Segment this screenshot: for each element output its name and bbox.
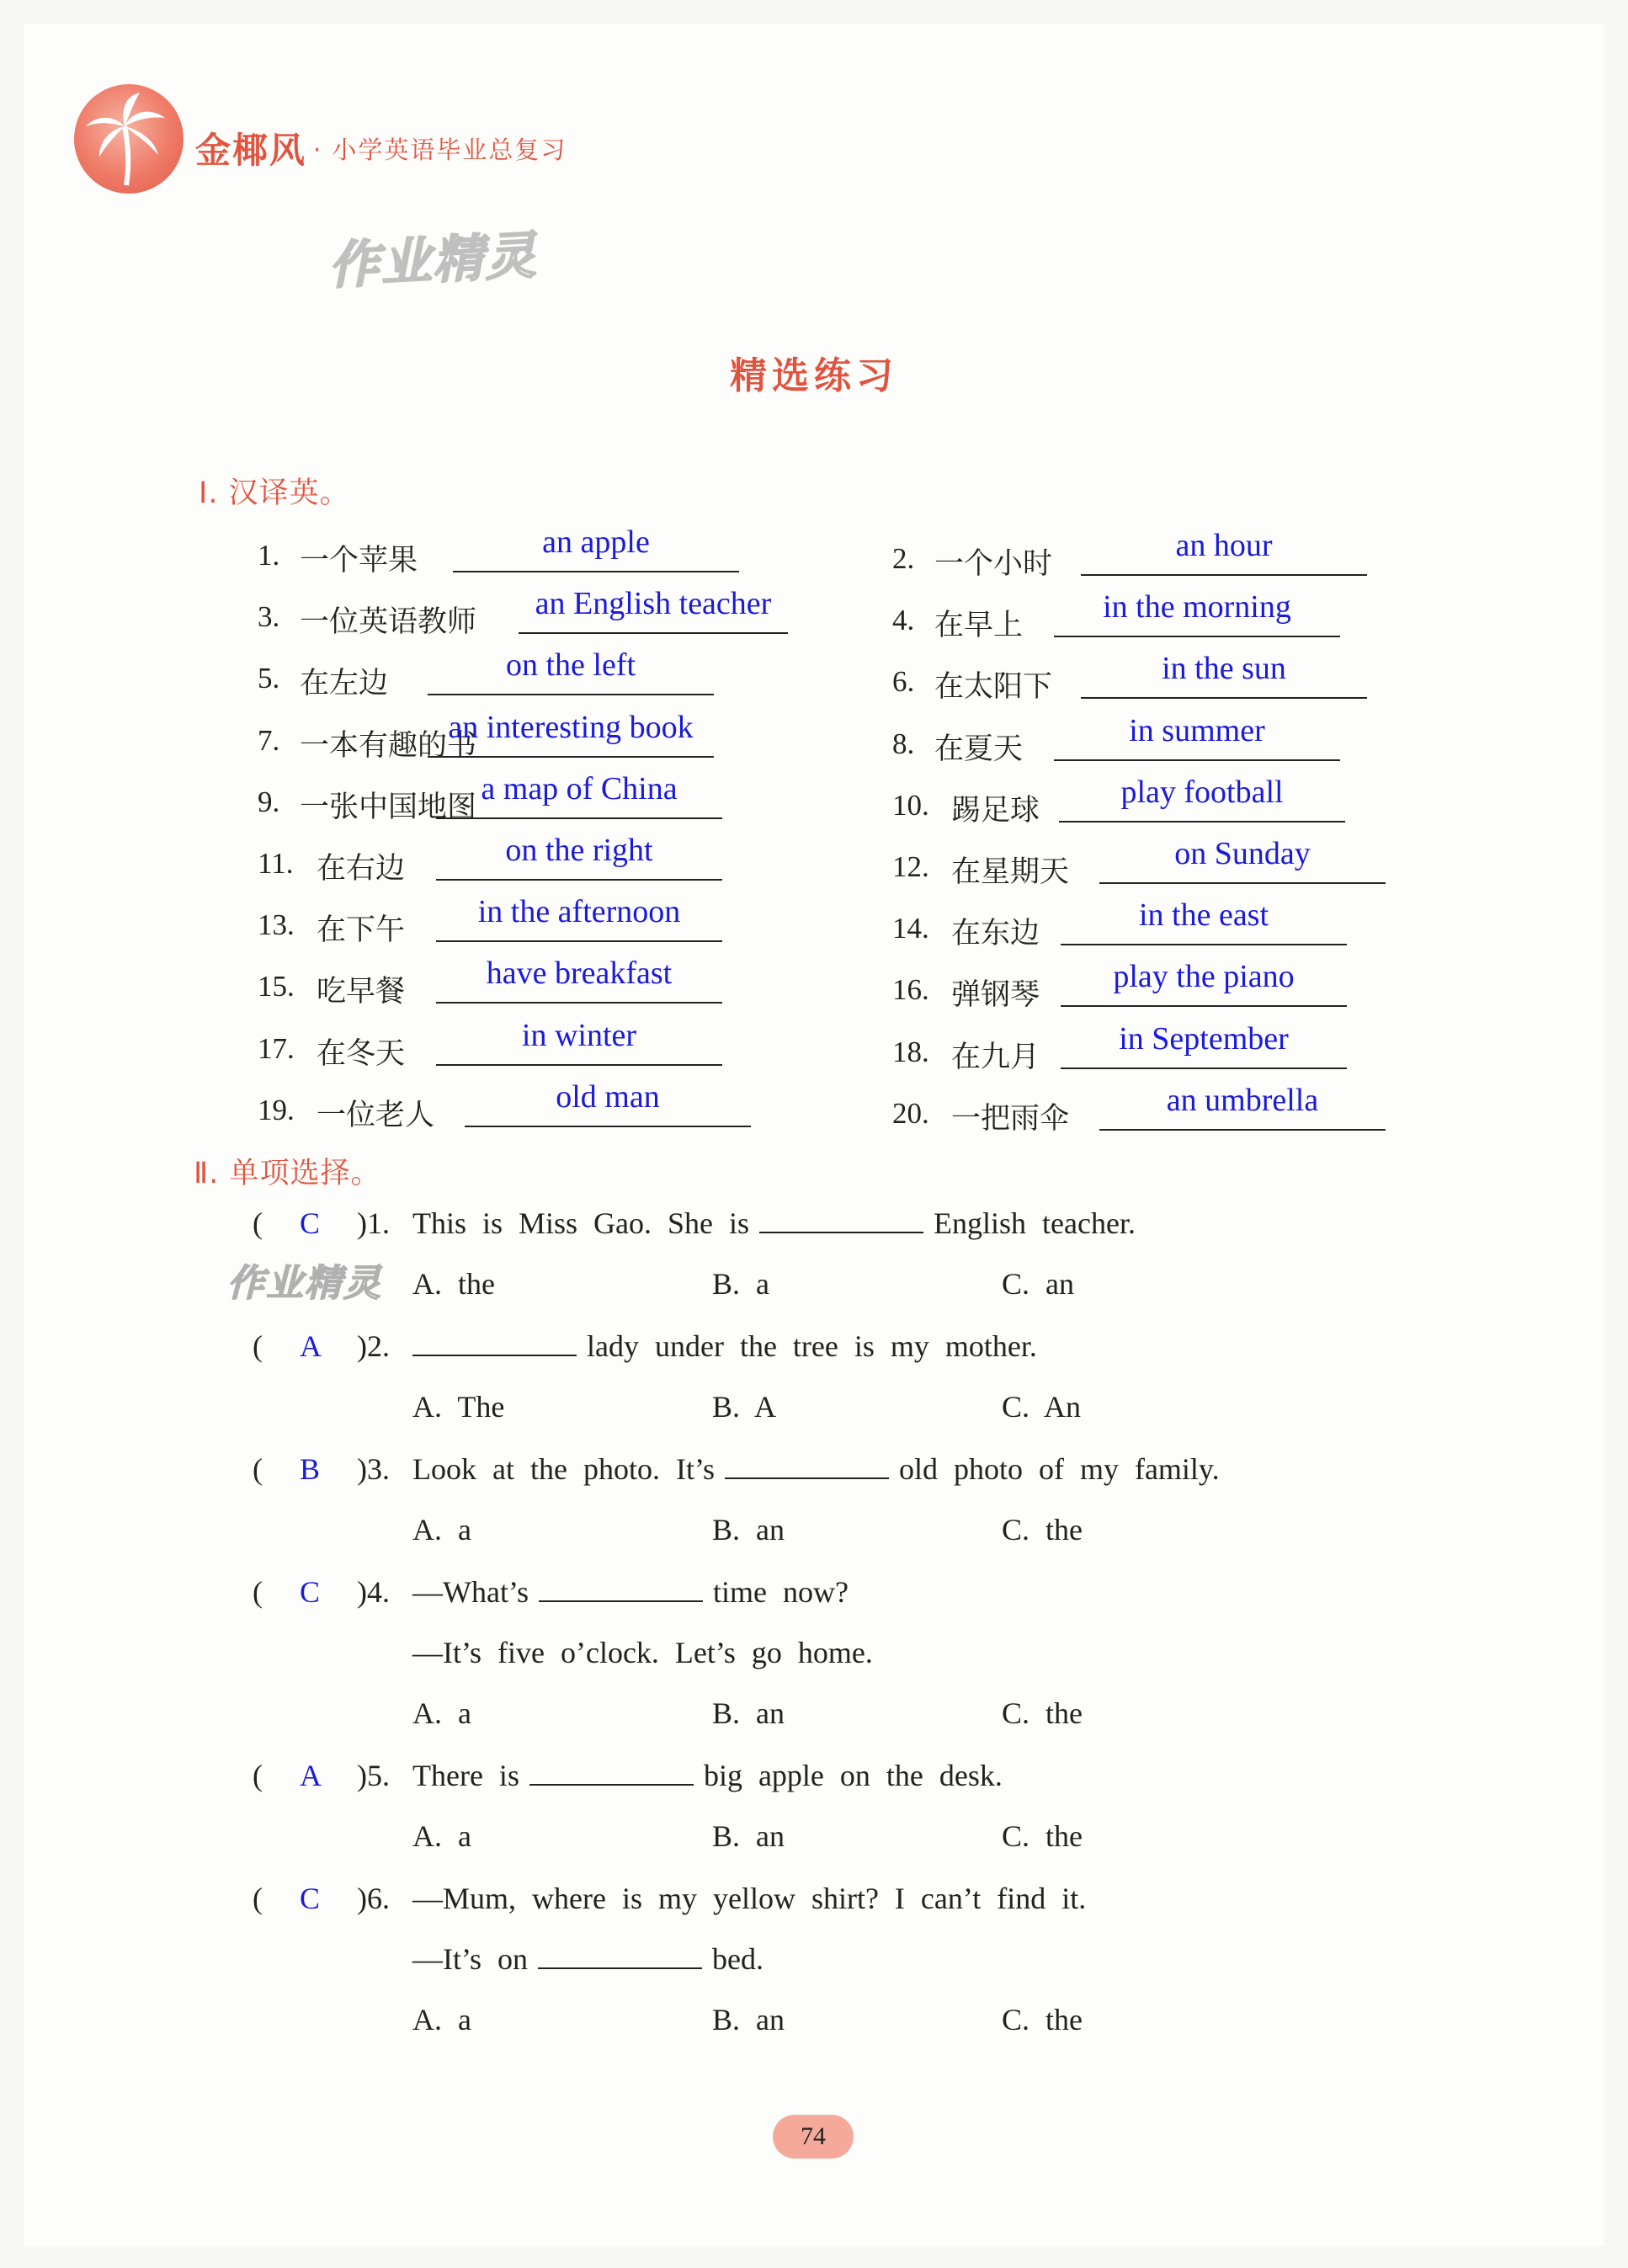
item-number: 6.: [892, 665, 915, 699]
written-answer: an umbrella: [1166, 1082, 1319, 1118]
option: A. a: [412, 2003, 471, 2036]
option: B. an: [712, 2003, 785, 2036]
open-paren: (: [253, 1759, 263, 1792]
chinese-phrase: 一个苹果: [300, 544, 418, 578]
item-number: 19.: [258, 1093, 295, 1126]
translation-item: [892, 712, 1498, 768]
translation-item: [258, 770, 864, 826]
answer-blank: [436, 770, 722, 819]
answer-blank: [1059, 774, 1345, 823]
answer-blank: [1054, 589, 1340, 637]
choice-answer: A: [300, 1759, 322, 1792]
choice-answer: C: [300, 1882, 321, 1915]
translation-item: [892, 589, 1498, 644]
chinese-phrase: 踢足球: [951, 793, 1040, 828]
question-before: —Mum, where is my yellow shirt? I can’t find it.: [412, 1882, 1087, 1915]
item-number: 7.: [258, 723, 280, 757]
written-answer: in the morning: [1103, 589, 1291, 626]
fill-blank: [725, 1452, 889, 1479]
translation-item: [258, 709, 864, 764]
option: B. A: [712, 1390, 777, 1424]
chinese-phrase: 在早上: [934, 609, 1024, 643]
choice-answer: C: [300, 1206, 321, 1240]
chinese-phrase: 在九月: [951, 1040, 1040, 1074]
choice-answer: A: [300, 1329, 322, 1363]
chinese-phrase: 一把雨伞: [951, 1101, 1070, 1136]
question-before: This is Miss Gao. She is: [412, 1206, 750, 1240]
question-text: [412, 1758, 1003, 1793]
option: C. the: [1002, 1513, 1083, 1547]
answer-blank: [428, 647, 714, 695]
chinese-phrase: 在星期天: [951, 855, 1070, 889]
option: C. an: [1002, 1267, 1074, 1301]
fill-blank: [529, 1759, 694, 1786]
written-answer: an English teacher: [535, 586, 772, 622]
written-answer: an hour: [1175, 528, 1273, 563]
question-number: )6.: [357, 1882, 390, 1915]
chinese-phrase: 吃早餐: [317, 975, 406, 1009]
written-answer: on the right: [505, 833, 653, 868]
brand-logo: [74, 84, 184, 194]
answer-blank: [465, 1078, 751, 1127]
question-number: )2.: [357, 1329, 390, 1363]
choice-answer: C: [300, 1575, 321, 1609]
option: A. a: [412, 1696, 471, 1730]
written-answer: in September: [1119, 1020, 1289, 1057]
translation-item: [892, 1020, 1498, 1076]
question-text: [412, 1574, 849, 1610]
chinese-phrase: 在东边: [951, 917, 1040, 951]
answer-blank: [1081, 528, 1367, 576]
written-answer: in the east: [1138, 897, 1269, 934]
item-number: 17.: [258, 1031, 295, 1065]
chinese-phrase: 一位老人: [317, 1098, 435, 1132]
written-answer: on the left: [505, 647, 636, 684]
translation-item: [892, 1082, 1498, 1137]
written-answer: in the sun: [1162, 651, 1286, 687]
option: A. a: [412, 1819, 471, 1853]
option: B. an: [712, 1513, 785, 1547]
option: C. An: [1002, 1390, 1082, 1424]
written-answer: in winter: [521, 1017, 637, 1053]
question-text: [412, 1451, 1220, 1487]
answer-blank: [436, 894, 722, 942]
open-paren: (: [253, 1575, 263, 1609]
section-heading: Ⅱ. 单项选择。: [194, 1157, 381, 1190]
answer-blank: [1061, 1020, 1347, 1069]
question-before: —It’s on: [412, 1942, 529, 1976]
watermark: 作业精灵: [227, 1262, 382, 1305]
answer-blank: [436, 956, 722, 1004]
answer-blank: [1061, 959, 1347, 1007]
question-after: English teacher.: [934, 1206, 1136, 1240]
item-number: 3.: [258, 600, 280, 634]
open-paren: (: [253, 1882, 263, 1915]
translation-item: [258, 1017, 864, 1073]
option: C. the: [1002, 2003, 1083, 2036]
book-subtitle: · 小学英语毕业总复习: [313, 136, 567, 164]
question-number: )1.: [357, 1206, 390, 1240]
item-number: 9.: [258, 785, 280, 818]
question-after: time now?: [712, 1575, 849, 1609]
written-answer: on Sunday: [1174, 836, 1311, 871]
open-paren: (: [253, 1206, 263, 1240]
question-after: lady under the tree is my mother.: [587, 1329, 1037, 1363]
chinese-phrase: 在冬天: [317, 1036, 406, 1071]
translation-item: [892, 897, 1498, 952]
written-answer: in the afternoon: [477, 894, 681, 930]
answer-blank: [1099, 1082, 1386, 1131]
written-answer: play the piano: [1113, 959, 1295, 995]
question-number: )4.: [357, 1575, 390, 1609]
question-after: old photo of my family.: [898, 1452, 1220, 1486]
section-heading: Ⅰ. 汉译英。: [199, 476, 350, 510]
option: A. the: [412, 1267, 495, 1301]
choice-answer: B: [300, 1452, 321, 1486]
question-number: )3.: [357, 1452, 390, 1486]
question-before: There is: [412, 1759, 519, 1792]
answer-blank: [453, 524, 739, 572]
written-answer: in summer: [1129, 712, 1265, 748]
written-answer: an interesting book: [448, 709, 694, 745]
answer-blank: [1061, 897, 1347, 945]
translation-item: [258, 524, 864, 579]
written-answer: play football: [1120, 774, 1284, 810]
item-number: 5.: [258, 662, 280, 695]
chinese-phrase: 弹钢琴: [951, 978, 1040, 1013]
chinese-phrase: 一张中国地图: [300, 790, 477, 824]
question-line2: [412, 1941, 763, 1977]
written-answer: have breakfast: [486, 956, 673, 992]
translation-item: [258, 894, 864, 949]
item-number: 2.: [892, 542, 915, 575]
answer-blank: [1054, 712, 1340, 761]
watermark: 作业精灵: [327, 226, 539, 296]
translation-item: [258, 647, 864, 702]
option: B. an: [712, 1696, 785, 1730]
written-answer: old man: [556, 1078, 660, 1115]
chinese-phrase: 在夏天: [934, 732, 1024, 766]
question-after: big apple on the desk.: [703, 1759, 1003, 1792]
item-number: 20.: [892, 1096, 929, 1130]
item-number: 16.: [892, 973, 929, 1007]
question-text: [412, 1328, 1037, 1364]
translation-item: [258, 1078, 864, 1134]
answer-blank: [436, 1017, 722, 1066]
question-line2: —It’s five o’clock. Let’s go home.: [412, 1636, 873, 1669]
translation-item: [258, 833, 864, 887]
fill-blank: [412, 1329, 577, 1356]
question-after: bed.: [712, 1942, 763, 1976]
chinese-phrase: 在右边: [317, 852, 406, 886]
translation-item: [892, 528, 1498, 583]
chinese-phrase: 一位英语教师: [300, 605, 477, 640]
translation-item: [892, 836, 1498, 891]
open-paren: (: [253, 1452, 263, 1486]
option: A. a: [412, 1513, 471, 1547]
item-number: 8.: [892, 727, 915, 760]
page-title: 精选练习: [730, 354, 898, 397]
fill-blank: [539, 1575, 703, 1602]
fill-blank: [759, 1206, 923, 1233]
item-number: 13.: [258, 908, 295, 942]
item-number: 12.: [892, 850, 929, 883]
answer-blank: [1081, 651, 1367, 699]
answer-blank: [436, 833, 722, 881]
item-number: 15.: [258, 970, 295, 1004]
option: B. an: [712, 1819, 785, 1853]
item-number: 18.: [892, 1035, 929, 1068]
translation-item: [258, 956, 864, 1010]
page-number: 74: [773, 2115, 854, 2159]
question-text: [412, 1206, 1136, 1241]
question-before: —What’s: [412, 1575, 529, 1609]
open-paren: (: [253, 1329, 263, 1363]
option: B. a: [712, 1267, 769, 1301]
brand-name: 金椰风: [195, 130, 307, 171]
chinese-phrase: 在左边: [300, 667, 389, 701]
answer-blank: [428, 709, 714, 758]
item-number: 10.: [892, 788, 929, 822]
chinese-phrase: 在下午: [317, 913, 406, 948]
item-number: 11.: [258, 847, 294, 880]
translation-item: [258, 586, 864, 641]
fill-blank: [538, 1942, 702, 1969]
question-text: [412, 1881, 1086, 1916]
question-number: )5.: [357, 1759, 390, 1792]
chinese-phrase: 一个小时: [934, 547, 1053, 581]
item-number: 14.: [892, 912, 929, 945]
answer-blank: [1099, 836, 1386, 884]
written-answer: an apple: [542, 524, 650, 560]
item-number: 4.: [892, 604, 915, 637]
translation-item: [892, 959, 1498, 1014]
option: C. the: [1002, 1819, 1083, 1853]
question-before: Look at the photo. It’s: [412, 1452, 715, 1486]
written-answer: a map of China: [481, 770, 678, 807]
chinese-phrase: 一本有趣的书: [300, 728, 477, 763]
palm-tree-icon: [74, 84, 184, 194]
option: A. The: [412, 1390, 505, 1424]
translation-item: [892, 774, 1498, 829]
answer-blank: [519, 586, 788, 634]
translation-item: [892, 651, 1498, 705]
option: C. the: [1002, 1696, 1083, 1730]
chinese-phrase: 在太阳下: [934, 670, 1053, 705]
item-number: 1.: [258, 539, 280, 572]
